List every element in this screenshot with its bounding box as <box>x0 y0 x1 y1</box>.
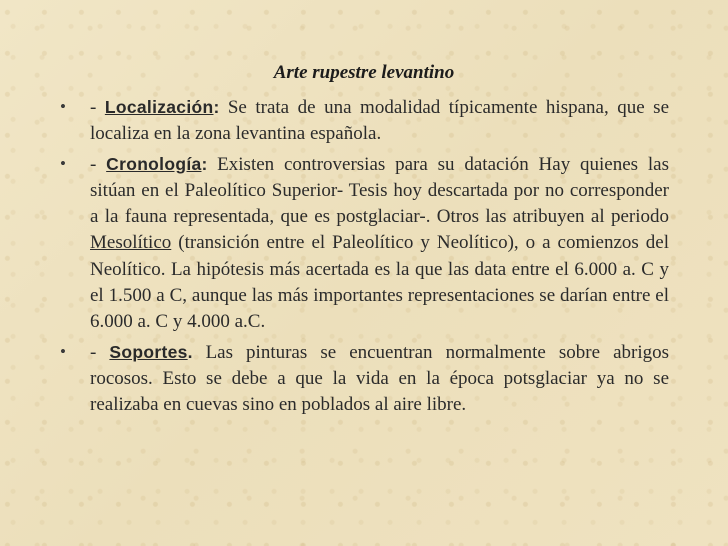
bullet-list <box>60 94 669 422</box>
bullet-dash: - <box>90 341 110 363</box>
term-localizacion: Localización <box>104 97 214 117</box>
slide-title <box>0 60 728 86</box>
term-separator: . <box>187 341 193 362</box>
bullet-text: Las pinturas se encuentran normalmente sobre abrigos rocosos. Esto se debe a que la vida en la época potsglaciar ya no se realizaba en cuevas sino en poblados al aire libre. <box>90 341 670 416</box>
bullet-cronologia <box>60 151 669 336</box>
bullet-icon: • <box>60 341 66 361</box>
bullet-localizacion <box>60 94 669 148</box>
term-cronologia: Cronología <box>106 153 202 174</box>
bullet-text-before-link: Existen controversias para su datación Hay quienes las sitúan en el Paleolítico Superior- Tesis hoy descartada por no corresponder a la fauna representada, que es postglaciar-. Otros las atribuyen al periodo <box>90 153 669 228</box>
bullet-dash: - <box>90 153 107 175</box>
term-separator: : <box>213 97 220 117</box>
bullet-text-after-link: (transición entre el Paleolítico y Neolítico), o a comienzos del Neolítico. La hipótesis más acertada es la que las data entre el 6.000 a. C y el 1.500 a C, aunque las más importantes representaciones se darían entre el 6.000 a. C y 4.000 a.C. <box>90 232 669 333</box>
term-separator: : <box>201 153 208 174</box>
bullet-text: Se trata de una modalidad típicamente hispana, que se localiza en la zona levantina española. <box>90 97 670 145</box>
bullet-dash: - <box>90 97 105 118</box>
bullet-icon: • <box>60 97 66 116</box>
link-mesolitico[interactable]: Mesolítico <box>90 232 172 254</box>
slide-title-text: Arte rupestre levantino <box>273 62 455 83</box>
term-soportes: Soportes <box>109 341 188 362</box>
bullet-soportes <box>60 339 669 419</box>
bullet-icon: • <box>60 153 66 173</box>
